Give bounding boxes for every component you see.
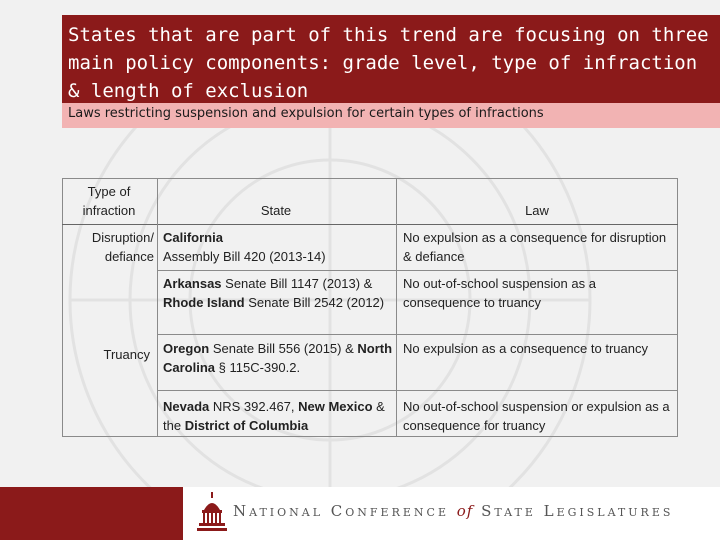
statute-text: § 115C-390.2. (215, 360, 301, 375)
row-type-disruption: Disruption/ defiance (91, 230, 154, 264)
statute-text: Senate Bill 1147 (2013) & (221, 276, 373, 291)
statute-text: NRS 392.467, (209, 399, 299, 414)
capitol-dome-icon (195, 492, 229, 536)
table-left-border (62, 178, 63, 436)
state-name: Arkansas (163, 276, 222, 291)
slide-title: States that are part of this trend are focusing on three main policy components: grade level, type of infraction & length of exclusion (62, 15, 720, 103)
row-divider-3 (157, 390, 678, 391)
header-divider (62, 224, 678, 225)
row-law-3: No out-of-school suspension or expulsion as a consequence for truancy (403, 399, 670, 433)
organization-name (233, 502, 673, 520)
row-state-3 (163, 397, 393, 435)
row-law-0: No expulsion as a consequence for disruption & defiance (403, 230, 667, 264)
state-name: North Carolina (163, 341, 393, 375)
header-state: State (260, 203, 292, 218)
statute-text: Assembly Bill 420 (2013-14) (163, 249, 326, 264)
row-type-truancy: Truancy (103, 347, 150, 362)
table-bottom-border (62, 436, 678, 437)
row-divider-1 (157, 270, 678, 271)
header-law: Law (525, 203, 549, 218)
footer-bar (0, 487, 720, 540)
row-law-1: No out-of-school suspension as a consequence to truancy (403, 276, 596, 310)
org-suffix: State Legislatures (481, 502, 674, 520)
row-state-2 (163, 339, 393, 377)
row-divider-2 (157, 334, 678, 335)
table-top-border (62, 178, 678, 179)
state-name: Oregon (163, 341, 210, 356)
col-divider-1 (157, 178, 158, 436)
state-name: Rhode Island (163, 295, 245, 310)
row-state-1 (163, 274, 393, 312)
org-of: of (456, 502, 474, 520)
statute-text: & the (163, 399, 385, 433)
org-prefix: National Conference (233, 502, 449, 520)
row-law-2: No expulsion as a consequence to truancy (403, 341, 648, 356)
footer-logo-area (183, 487, 720, 540)
row-state-0 (163, 228, 393, 266)
state-name: California (163, 230, 223, 245)
state-name: District of Columbia (184, 418, 309, 433)
header-type: Type of infraction (82, 184, 136, 218)
state-name: Nevada (163, 399, 210, 414)
slide-subtitle: Laws restricting suspension and expulsion for certain types of infractions (62, 103, 720, 128)
col-divider-2 (396, 178, 397, 436)
table-right-border (677, 178, 678, 436)
state-name: New Mexico (298, 399, 373, 414)
statute-text: Senate Bill 556 (2015) & (209, 341, 358, 356)
statute-text: Senate Bill 2542 (2012) (244, 295, 385, 310)
